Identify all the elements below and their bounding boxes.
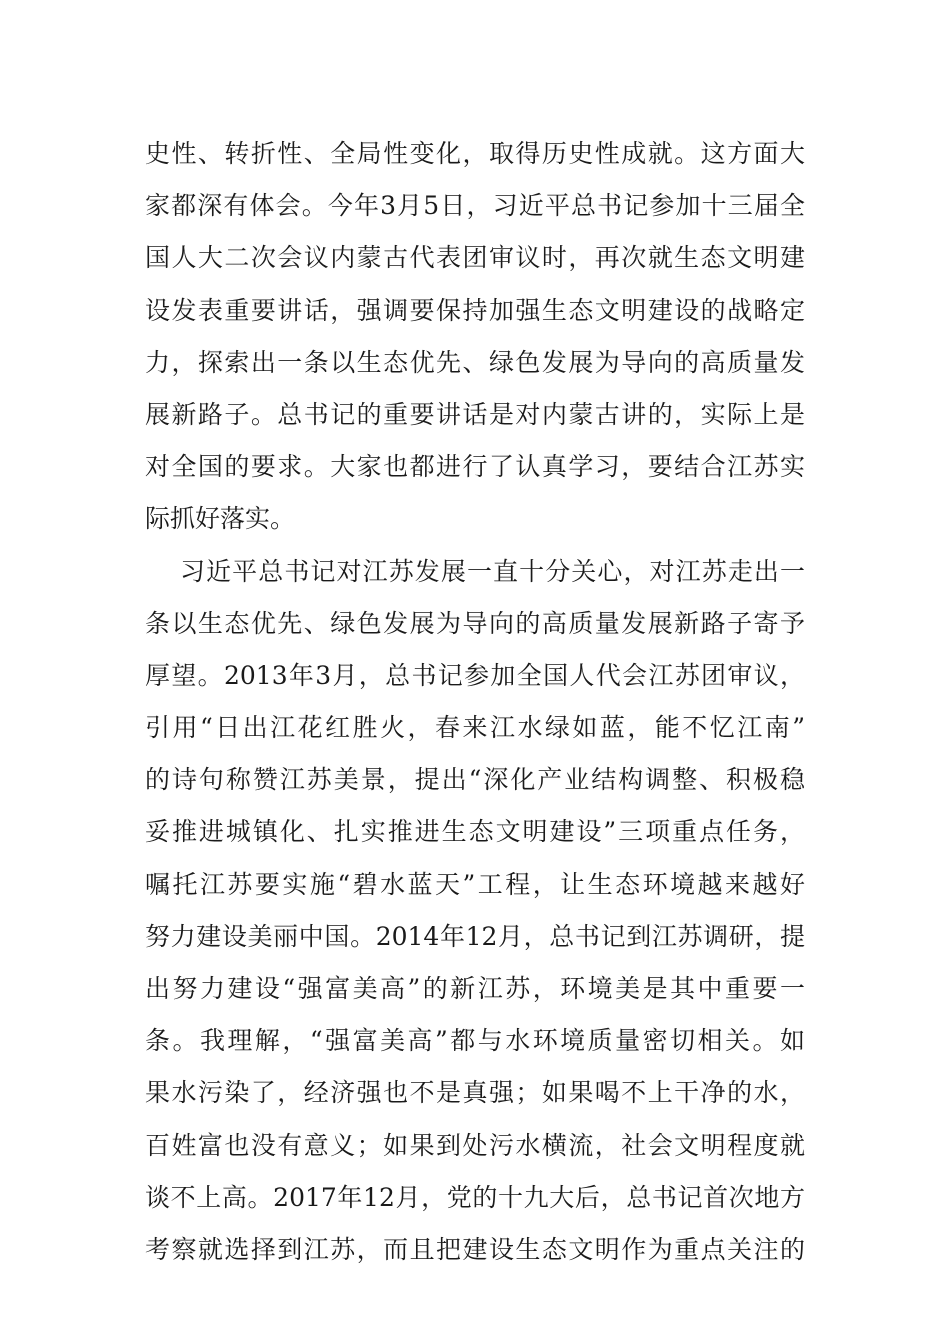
text-line: 谈不上高。2017年12月，党的十九大后，总书记首次地方 <box>145 1182 805 1212</box>
text-line: 家都深有体会。今年3月5日，习近平总书记参加十三届全 <box>145 191 805 221</box>
text-line: 考察就选择到江苏，而且把建设生态文明作为重点关注的 <box>145 1234 805 1264</box>
text-line: 国人大二次会议内蒙古代表团审议时，再次就生态文明建 <box>145 243 805 273</box>
text-line: 妥推进城镇化、扎实推进生态文明建设”三项重点任务， <box>145 817 805 847</box>
text-line: 果水污染了，经济强也不是真强；如果喝不上干净的水， <box>145 1078 805 1108</box>
text-line: 设发表重要讲话，强调要保持加强生态文明建设的战略定 <box>145 295 805 325</box>
text-line: 厚望。2013年3月，总书记参加全国人代会江苏团审议， <box>145 660 805 690</box>
text-line: 百姓富也没有意义；如果到处污水横流，社会文明程度就 <box>145 1130 805 1160</box>
text-line: 际抓好落实。 <box>145 504 296 534</box>
text-line: 条。我理解，“强富美高”都与水环境质量密切相关。如 <box>145 1026 805 1056</box>
document-body <box>145 128 805 1276</box>
text-line: 展新路子。总书记的重要讲话是对内蒙古讲的，实际上是 <box>145 399 805 429</box>
text-line: 出努力建设“强富美高”的新江苏，环境美是其中重要一 <box>145 974 805 1003</box>
text-line: 引用“日出江花红胜火，春来江水绿如蓝，能不忆江南” <box>145 713 805 743</box>
paragraph-first-line: 习近平总书记对江苏发展一直十分关心，对江苏走出一 <box>180 556 805 586</box>
text-line: 对全国的要求。大家也都进行了认真学习，要结合江苏实 <box>145 452 805 482</box>
text-line: 嘱托江苏要实施“碧水蓝天”工程，让生态环境越来越好 <box>145 869 805 899</box>
text-line: 力，探索出一条以生态优先、绿色发展为导向的高质量发 <box>145 347 805 377</box>
text-line: 史性、转折性、全局性变化，取得历史性成就。这方面大 <box>145 139 805 168</box>
text-line: 努力建设美丽中国。2014年12月，总书记到江苏调研，提 <box>145 921 805 951</box>
text-line: 条以生态优先、绿色发展为导向的高质量发展新路子寄予 <box>145 608 805 638</box>
text-line: 的诗句称赞江苏美景，提出“深化产业结构调整、积极稳 <box>145 765 805 795</box>
